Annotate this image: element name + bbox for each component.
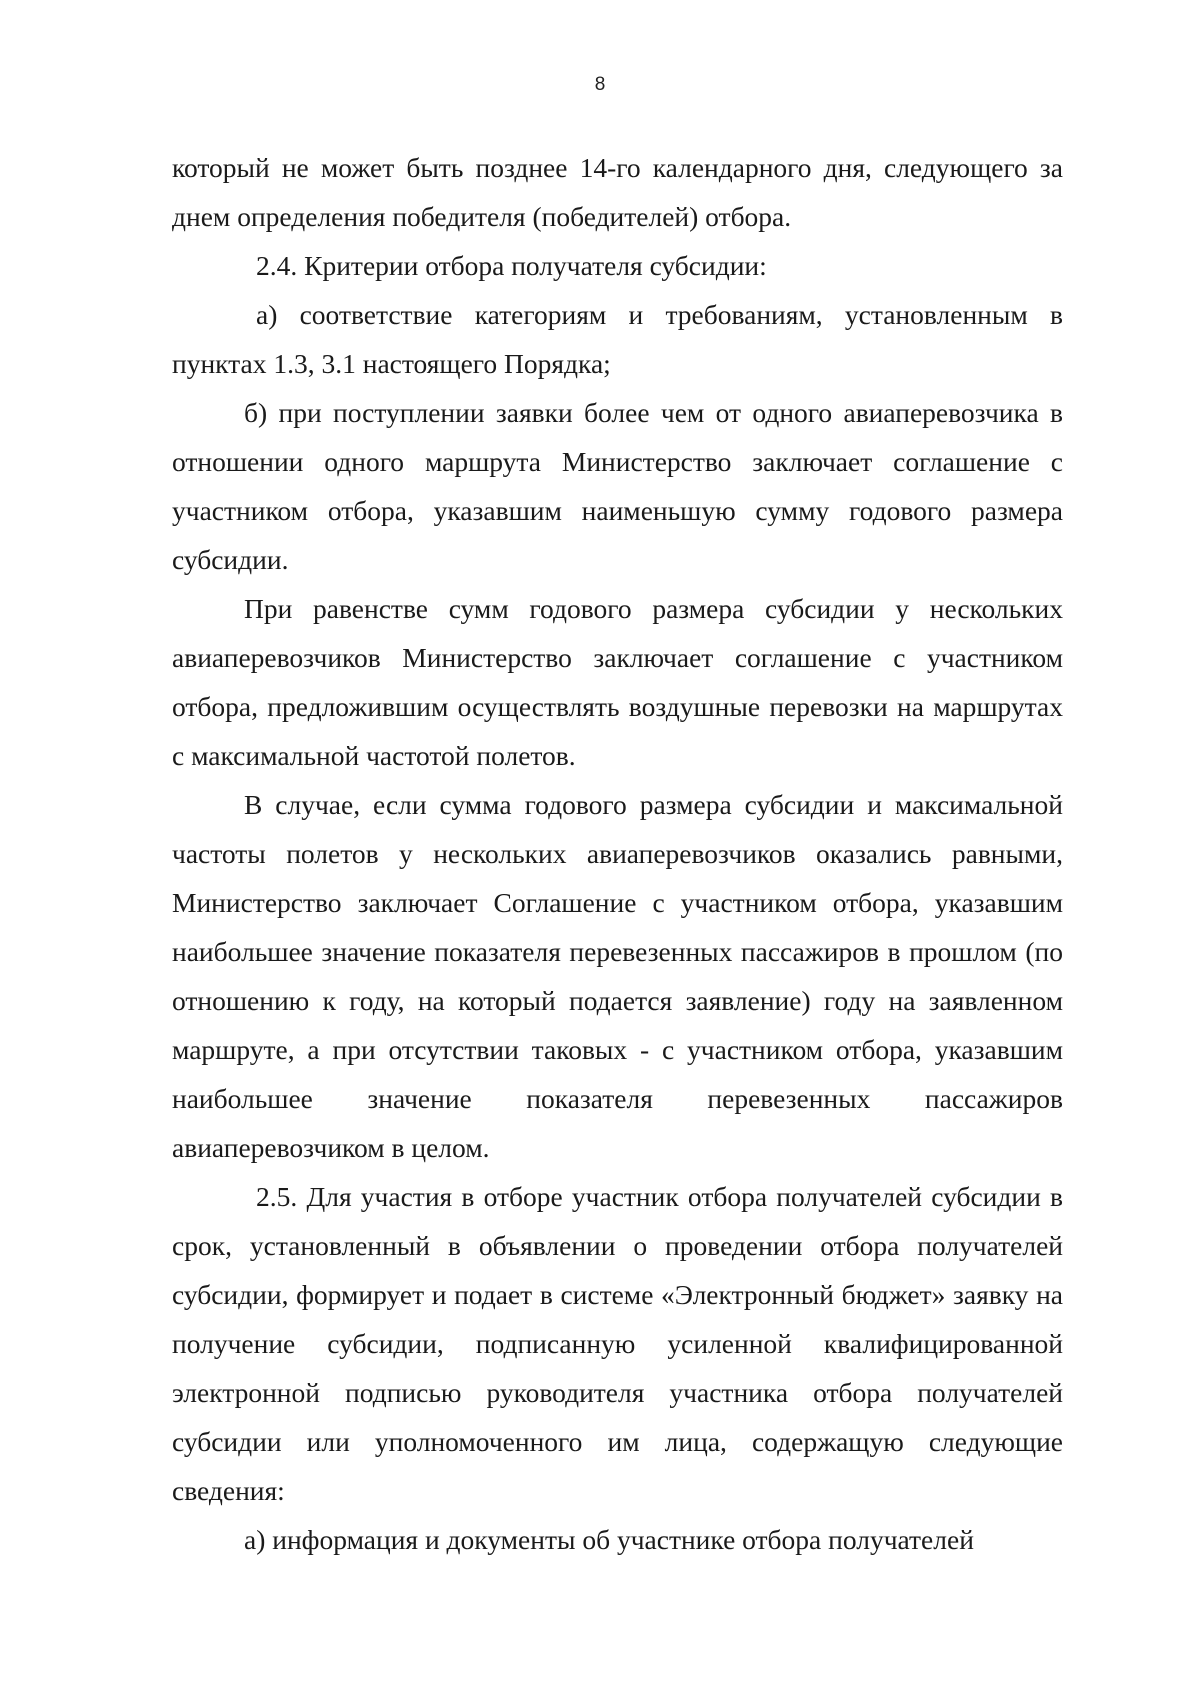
document-body [172, 143, 1063, 1564]
paragraph-equal-sums: При равенстве сумм годового размера субсидии у нескольких авиаперевозчиков Министерство заключает соглашение с участником отбора, предложившим осуществлять воздушные перевозки на маршрутах с максимальной частотой полетов. [172, 593, 1063, 771]
paragraph-criteria-b: б) при поступлении заявки более чем от одного авиаперевозчика в отношении одного маршрута Министерство заключает соглашение с участником отбора, указавшим наименьшую сумму годового размера субсидии. [172, 397, 1063, 575]
paragraph-application: 2.5. Для участия в отборе участник отбора получателей субсидии в срок, установленный в объявлении о проведении отбора получателей субсидии, формирует и подает в системе «Электронный бюджет» заявку на получение субсидии, подписанную усиленной квалифицированной электронной подписью руководителя участника отбора получателей субсидии или уполномоченного им лица, содержащую следующие сведения: [172, 1181, 1063, 1506]
page-number: 8 [594, 74, 606, 95]
paragraph-criteria-heading: 2.4. Критерии отбора получателя субсидии: [256, 250, 767, 281]
paragraph-criteria-a: а) соответствие категориям и требованиям, установленным в пунктах 1.3, 3.1 настоящего Порядка; [172, 299, 1063, 379]
paragraph-continuation: который не может быть позднее 14-го календарного дня, следующего за днем определения победителя (победителей) отбора. [172, 152, 1063, 232]
paragraph-equal-frequency: В случае, если сумма годового размера субсидии и максимальной частоты полетов у нескольких авиаперевозчиков оказались равными, Министерство заключает Соглашение с участником отбора, указавшим наибольшее значение показателя перевезенных пассажиров в прошлом (по отношению к году, на который подается заявление) году на заявленном маршруте, а при отсутствии таковых - с участником отбора, указавшим наибольшее значение показателя перевезенных пассажиров авиаперевозчиком в целом. [172, 789, 1063, 1163]
paragraph-application-a: а) информация и документы об участнике отбора получателей [244, 1524, 974, 1555]
